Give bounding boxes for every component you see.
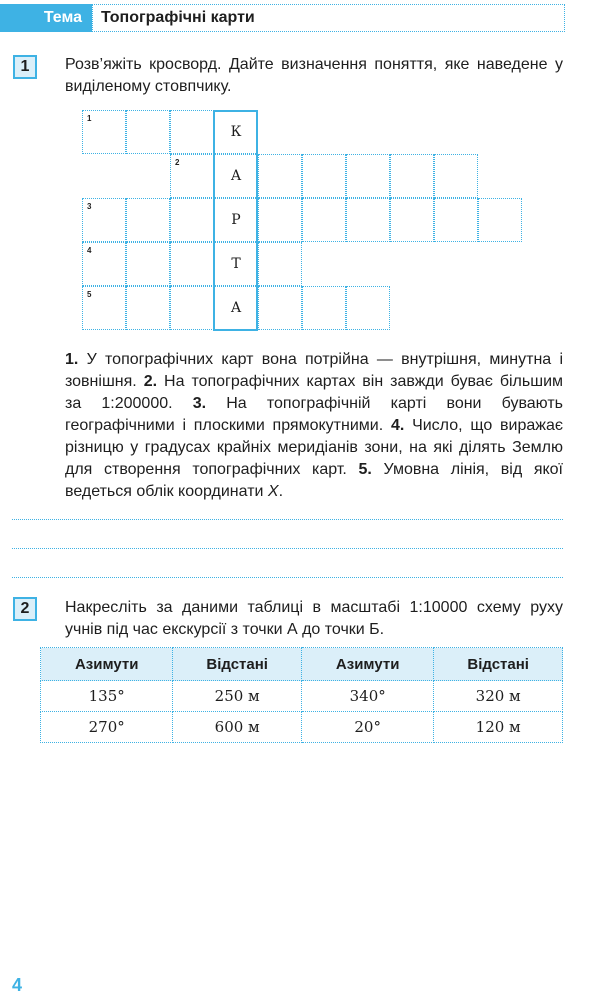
crossword-cell[interactable] <box>346 154 390 198</box>
crossword-row-number: 4 <box>87 246 92 255</box>
crossword-cell[interactable] <box>258 286 302 330</box>
table-cell: 340° <box>301 681 433 712</box>
crossword-row-number: 3 <box>87 202 92 211</box>
clue-3-text: На топографічній карті вони бувають географічними і плоскими прямокутними. <box>65 395 563 434</box>
crossword-cell[interactable] <box>302 154 346 198</box>
clue-5-variable: X <box>267 483 279 500</box>
crossword-letter: Т <box>231 256 241 272</box>
topic-header <box>0 4 565 32</box>
clue-1-text: У топографічних карт вона потрійна — внутрішня, минутна і зовнішня. <box>65 351 563 390</box>
topic-title: Топографічні карти <box>92 4 565 32</box>
crossword-highlighted-column <box>213 110 258 331</box>
crossword-cell[interactable] <box>170 242 214 286</box>
table-row <box>41 681 563 712</box>
clue-2-text: На топографічних картах він завжди буває більшим за 1:200000. <box>65 373 564 412</box>
header-azimuth-2: Азимути <box>301 648 433 681</box>
header-distance-2: Відстані <box>434 648 563 681</box>
crossword-cell[interactable] <box>258 154 302 198</box>
clue-1-number: 1. <box>65 351 79 368</box>
table-cell: 600 м <box>173 712 302 743</box>
task-number-2: 2 <box>13 597 37 621</box>
answer-line-2[interactable] <box>12 548 563 549</box>
crossword-cell[interactable] <box>258 242 302 286</box>
clue-3-number: 3. <box>192 395 207 412</box>
clue-4-number: 4. <box>390 417 405 434</box>
table-cell: 120 м <box>434 712 563 743</box>
table-cell: 270° <box>41 712 173 743</box>
crossword-cell[interactable] <box>170 110 214 154</box>
clue-5-end: . <box>278 483 284 500</box>
task1-text: Розв’яжіть кросворд. Дайте визначення поняття, яке наведене у виділеному стовпчику. <box>65 56 563 95</box>
crossword-cell[interactable] <box>302 198 346 242</box>
task2-text: Накресліть за даними таблиці в масштабі 1:10000 схему руху учнів під час екскурсії з точки А до точки Б. <box>65 599 563 638</box>
crossword-row-number: 5 <box>87 290 92 299</box>
crossword-cell[interactable] <box>434 198 478 242</box>
table-header-row <box>41 648 563 681</box>
clue-2-number: 2. <box>143 373 158 390</box>
header-azimuth-1: Азимути <box>41 648 173 681</box>
table-cell: 250 м <box>173 681 302 712</box>
page-number: 4 <box>12 975 23 995</box>
clue-5-text: Умовна лінія, від якої ведеться облік координати <box>65 461 563 500</box>
crossword-cell[interactable] <box>170 198 214 242</box>
crossword-letter: Р <box>231 212 241 228</box>
header-distance-1: Відстані <box>173 648 302 681</box>
crossword-cell[interactable] <box>434 154 478 198</box>
crossword-cell[interactable] <box>302 286 346 330</box>
crossword-cell[interactable] <box>170 286 214 330</box>
crossword-cell[interactable] <box>346 286 390 330</box>
crossword-cell[interactable] <box>126 242 170 286</box>
crossword-letter: К <box>230 124 242 140</box>
crossword-cell[interactable] <box>390 198 434 242</box>
answer-line-1[interactable] <box>12 519 563 520</box>
table-cell: 20° <box>301 712 433 743</box>
crossword-cell[interactable] <box>126 286 170 330</box>
crossword-cell[interactable] <box>346 198 390 242</box>
crossword-letter: А <box>230 168 242 184</box>
crossword-clues <box>65 349 563 503</box>
crossword-cell[interactable] <box>126 198 170 242</box>
topic-label: Тема <box>0 4 92 32</box>
crossword-row-number: 2 <box>175 158 180 167</box>
crossword-letter: А <box>230 300 242 316</box>
table-cell: 135° <box>41 681 173 712</box>
crossword-cell[interactable] <box>126 110 170 154</box>
clue-4-text: Число, що виражає різницю у градусах крайніх меридіанів зони, на які ділять Землю для створення топографічних карт. <box>65 417 564 478</box>
clue-5-number: 5. <box>358 461 372 478</box>
route-data-table <box>40 647 563 743</box>
table-row <box>41 712 563 743</box>
task-number-1: 1 <box>13 55 37 79</box>
crossword-cell[interactable] <box>390 154 434 198</box>
crossword-cell[interactable] <box>258 198 302 242</box>
crossword-row-number: 1 <box>87 114 92 123</box>
table-cell: 320 м <box>434 681 563 712</box>
answer-line-3[interactable] <box>12 577 563 578</box>
crossword-cell[interactable] <box>478 198 522 242</box>
